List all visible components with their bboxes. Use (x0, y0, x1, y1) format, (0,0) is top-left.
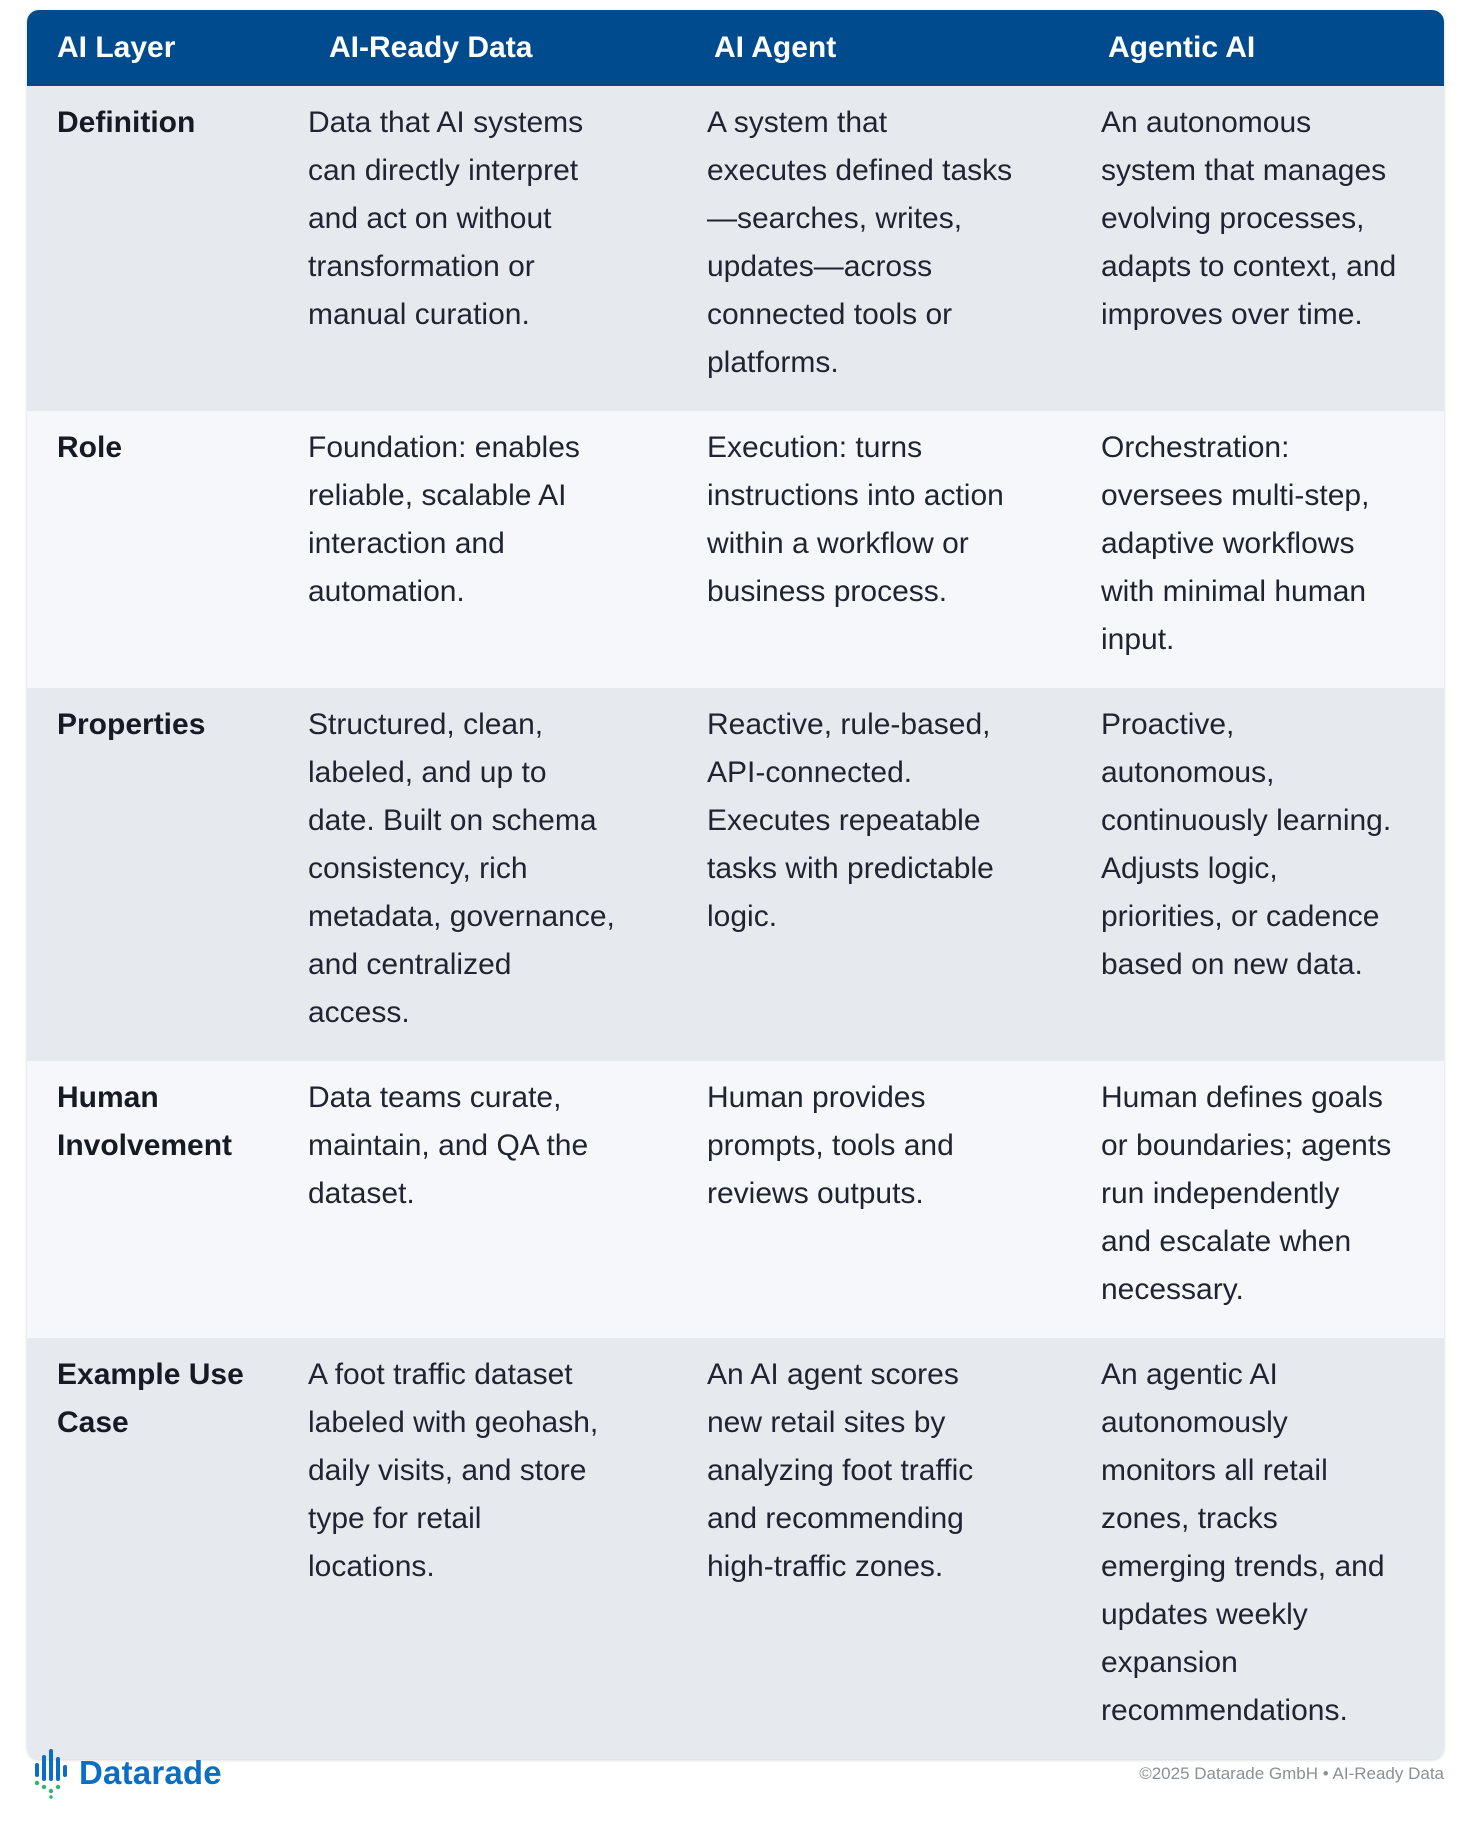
cell-properties-ai-agent: Reactive, rule-based, API-connected. Executes repeatable tasks with predictable logic. (672, 688, 1066, 1061)
comparison-table (27, 10, 1444, 1759)
cell-role-agentic-ai: Orchestration: oversees multi-step, adaptive workflows with minimal human input. (1066, 411, 1444, 688)
header-ai-agent: AI Agent (672, 10, 1066, 86)
row-label-example-use-case: Example Use Case (27, 1338, 278, 1759)
header-ai-ready-data: AI-Ready Data (278, 10, 672, 86)
cell-properties-agentic-ai: Proactive, autonomous, continuously learning. Adjusts logic, priorities, or cadence based on new data. (1066, 688, 1444, 1061)
cell-role-ai-ready-data: Foundation: enables reliable, scalable AI interaction and automation. (278, 411, 672, 688)
cell-example-ai-ready-data: A foot traffic dataset labeled with geohash, daily visits, and store type for retail locations. (278, 1338, 672, 1759)
cell-human-involvement-ai-ready-data: Data teams curate, maintain, and QA the dataset. (278, 1061, 672, 1338)
row-label-properties: Properties (27, 688, 278, 1061)
row-label-role: Role (27, 411, 278, 688)
cell-example-ai-agent: An AI agent scores new retail sites by analyzing foot traffic and recommending high-traffic zones. (672, 1338, 1066, 1759)
header-ai-layer: AI Layer (27, 10, 278, 86)
footer (0, 1742, 1468, 1812)
cell-role-ai-agent: Execution: turns instructions into action within a workflow or business process. (672, 411, 1066, 688)
datarade-logo-icon (33, 1747, 69, 1799)
header-agentic-ai: Agentic AI (1066, 10, 1444, 86)
cell-example-agentic-ai: An agentic AI autonomously monitors all retail zones, tracks emerging trends, and updates weekly expansion recommendations. (1066, 1338, 1444, 1759)
cell-human-involvement-agentic-ai: Human defines goals or boundaries; agents run independently and escalate when necessary. (1066, 1061, 1444, 1338)
logo-text: Datarade (79, 1754, 222, 1791)
copyright-text: ©2025 Datarade GmbH • AI-Ready Data (1139, 1764, 1444, 1783)
row-label-definition: Definition (27, 86, 278, 411)
datarade-logo[interactable] (33, 1747, 222, 1799)
table-grid (27, 10, 1444, 1759)
cell-human-involvement-ai-agent: Human provides prompts, tools and reviews outputs. (672, 1061, 1066, 1338)
cell-definition-ai-agent: A system that executes defined tasks —searches, writes, updates—across connected tools or platforms. (672, 86, 1066, 411)
cell-properties-ai-ready-data: Structured, clean, labeled, and up to date. Built on schema consistency, rich metadata, governance, and centralized access. (278, 688, 672, 1061)
cell-definition-ai-ready-data: Data that AI systems can directly interpret and act on without transformation or manual curation. (278, 86, 672, 411)
cell-definition-agentic-ai: An autonomous system that manages evolving processes, adapts to context, and improves over time. (1066, 86, 1444, 411)
row-label-human-involvement: Human Involvement (27, 1061, 278, 1338)
